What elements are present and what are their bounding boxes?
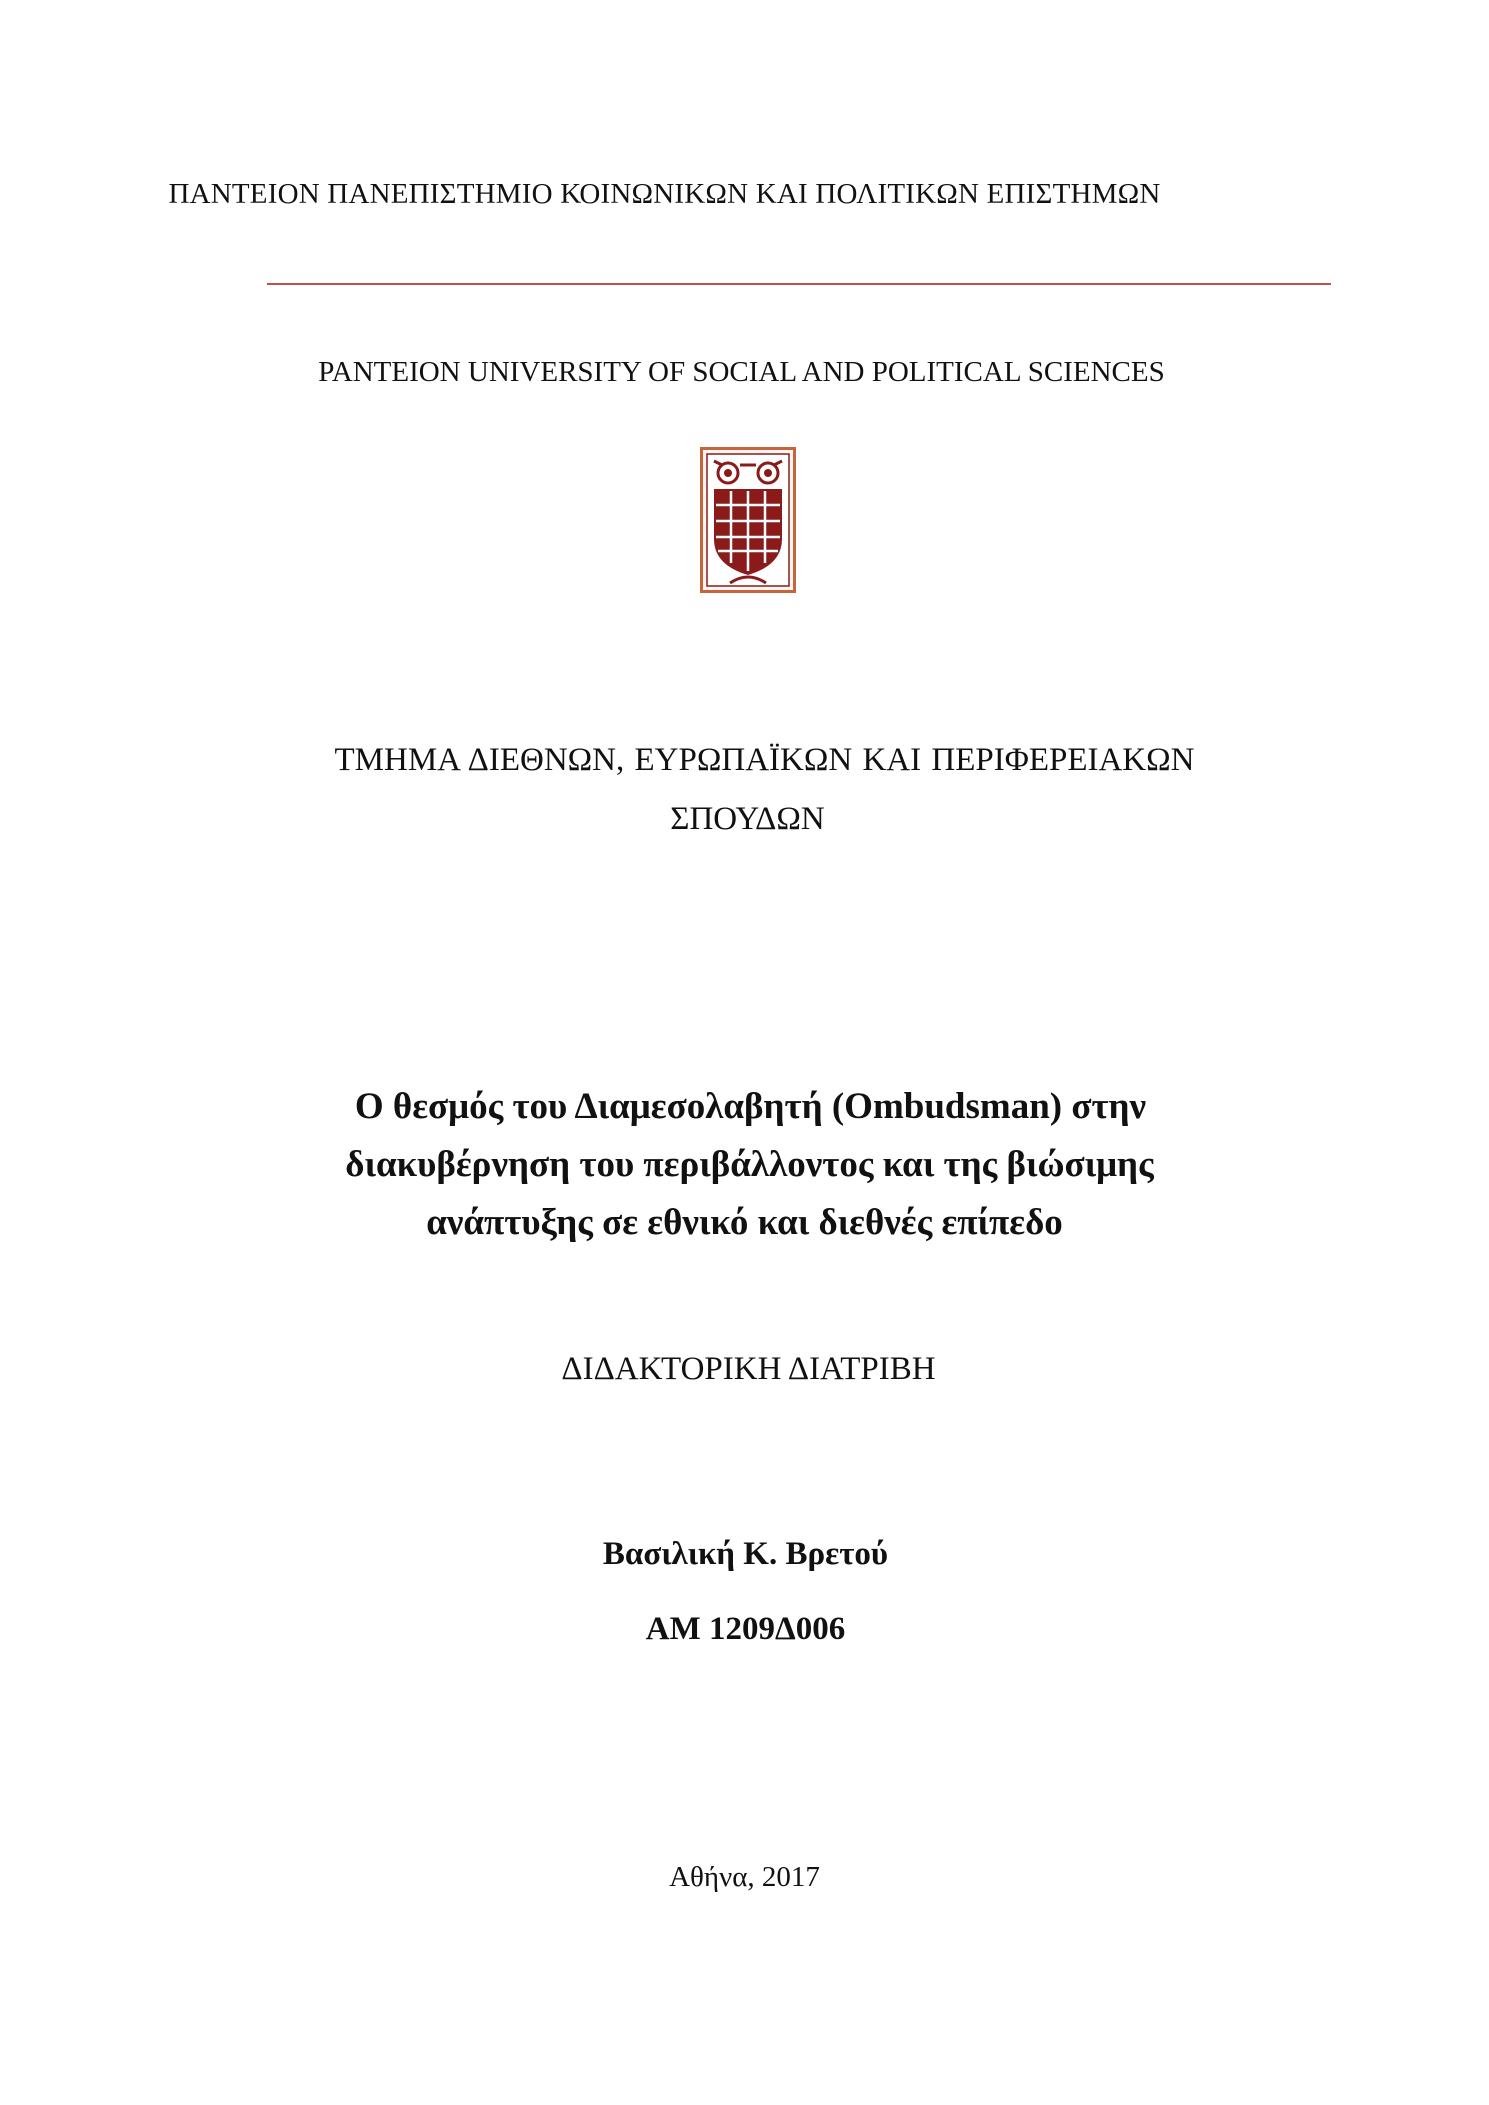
- place-and-date: Αθήνα, 2017: [669, 1861, 820, 1893]
- document-type: ΔΙΔΑΚΤΟΡΙΚΗ ΔΙΑΤΡΙΒΗ: [561, 1351, 936, 1387]
- author-name: Βασιλική Κ. Βρετού: [602, 1536, 889, 1572]
- author-registration-number: ΑΜ 1209Δ006: [645, 1611, 846, 1647]
- department-line-1: ΤΜΗΜΑ ΔΙΕΘΝΩΝ, ΕΥΡΩΠΑΪΚΩΝ ΚΑΙ ΠΕΡΙΦΕΡΕΙΑΚΩΝ: [334, 742, 1195, 778]
- university-name-greek: ΠΑΝΤΕΙΟΝ ΠΑΝΕΠΙΣΤΗΜΙΟ ΚΟΙΝΩΝΙΚΩΝ ΚΑΙ ΠΟΛΙΤΙΚΩΝ ΕΠΙΣΤΗΜΩΝ: [168, 178, 1161, 210]
- university-crest-icon: [700, 447, 796, 593]
- thesis-title-line-2: διακυβέρνηση του περιβάλλοντος και της βιώσιμης: [345, 1144, 1154, 1185]
- department-line-2: ΣΠΟΥΔΩΝ: [670, 801, 825, 837]
- thesis-title-line-3: ανάπτυξης σε εθνικό και διεθνές επίπεδο: [426, 1202, 1063, 1243]
- header-divider: [267, 283, 1331, 285]
- thesis-title-line-1: Ο θεσμός του Διαμεσολαβητή (Ombudsman) στην: [354, 1086, 1147, 1127]
- university-name-english: PANTEION UNIVERSITY OF SOCIAL AND POLITICAL SCIENCES: [318, 356, 1165, 388]
